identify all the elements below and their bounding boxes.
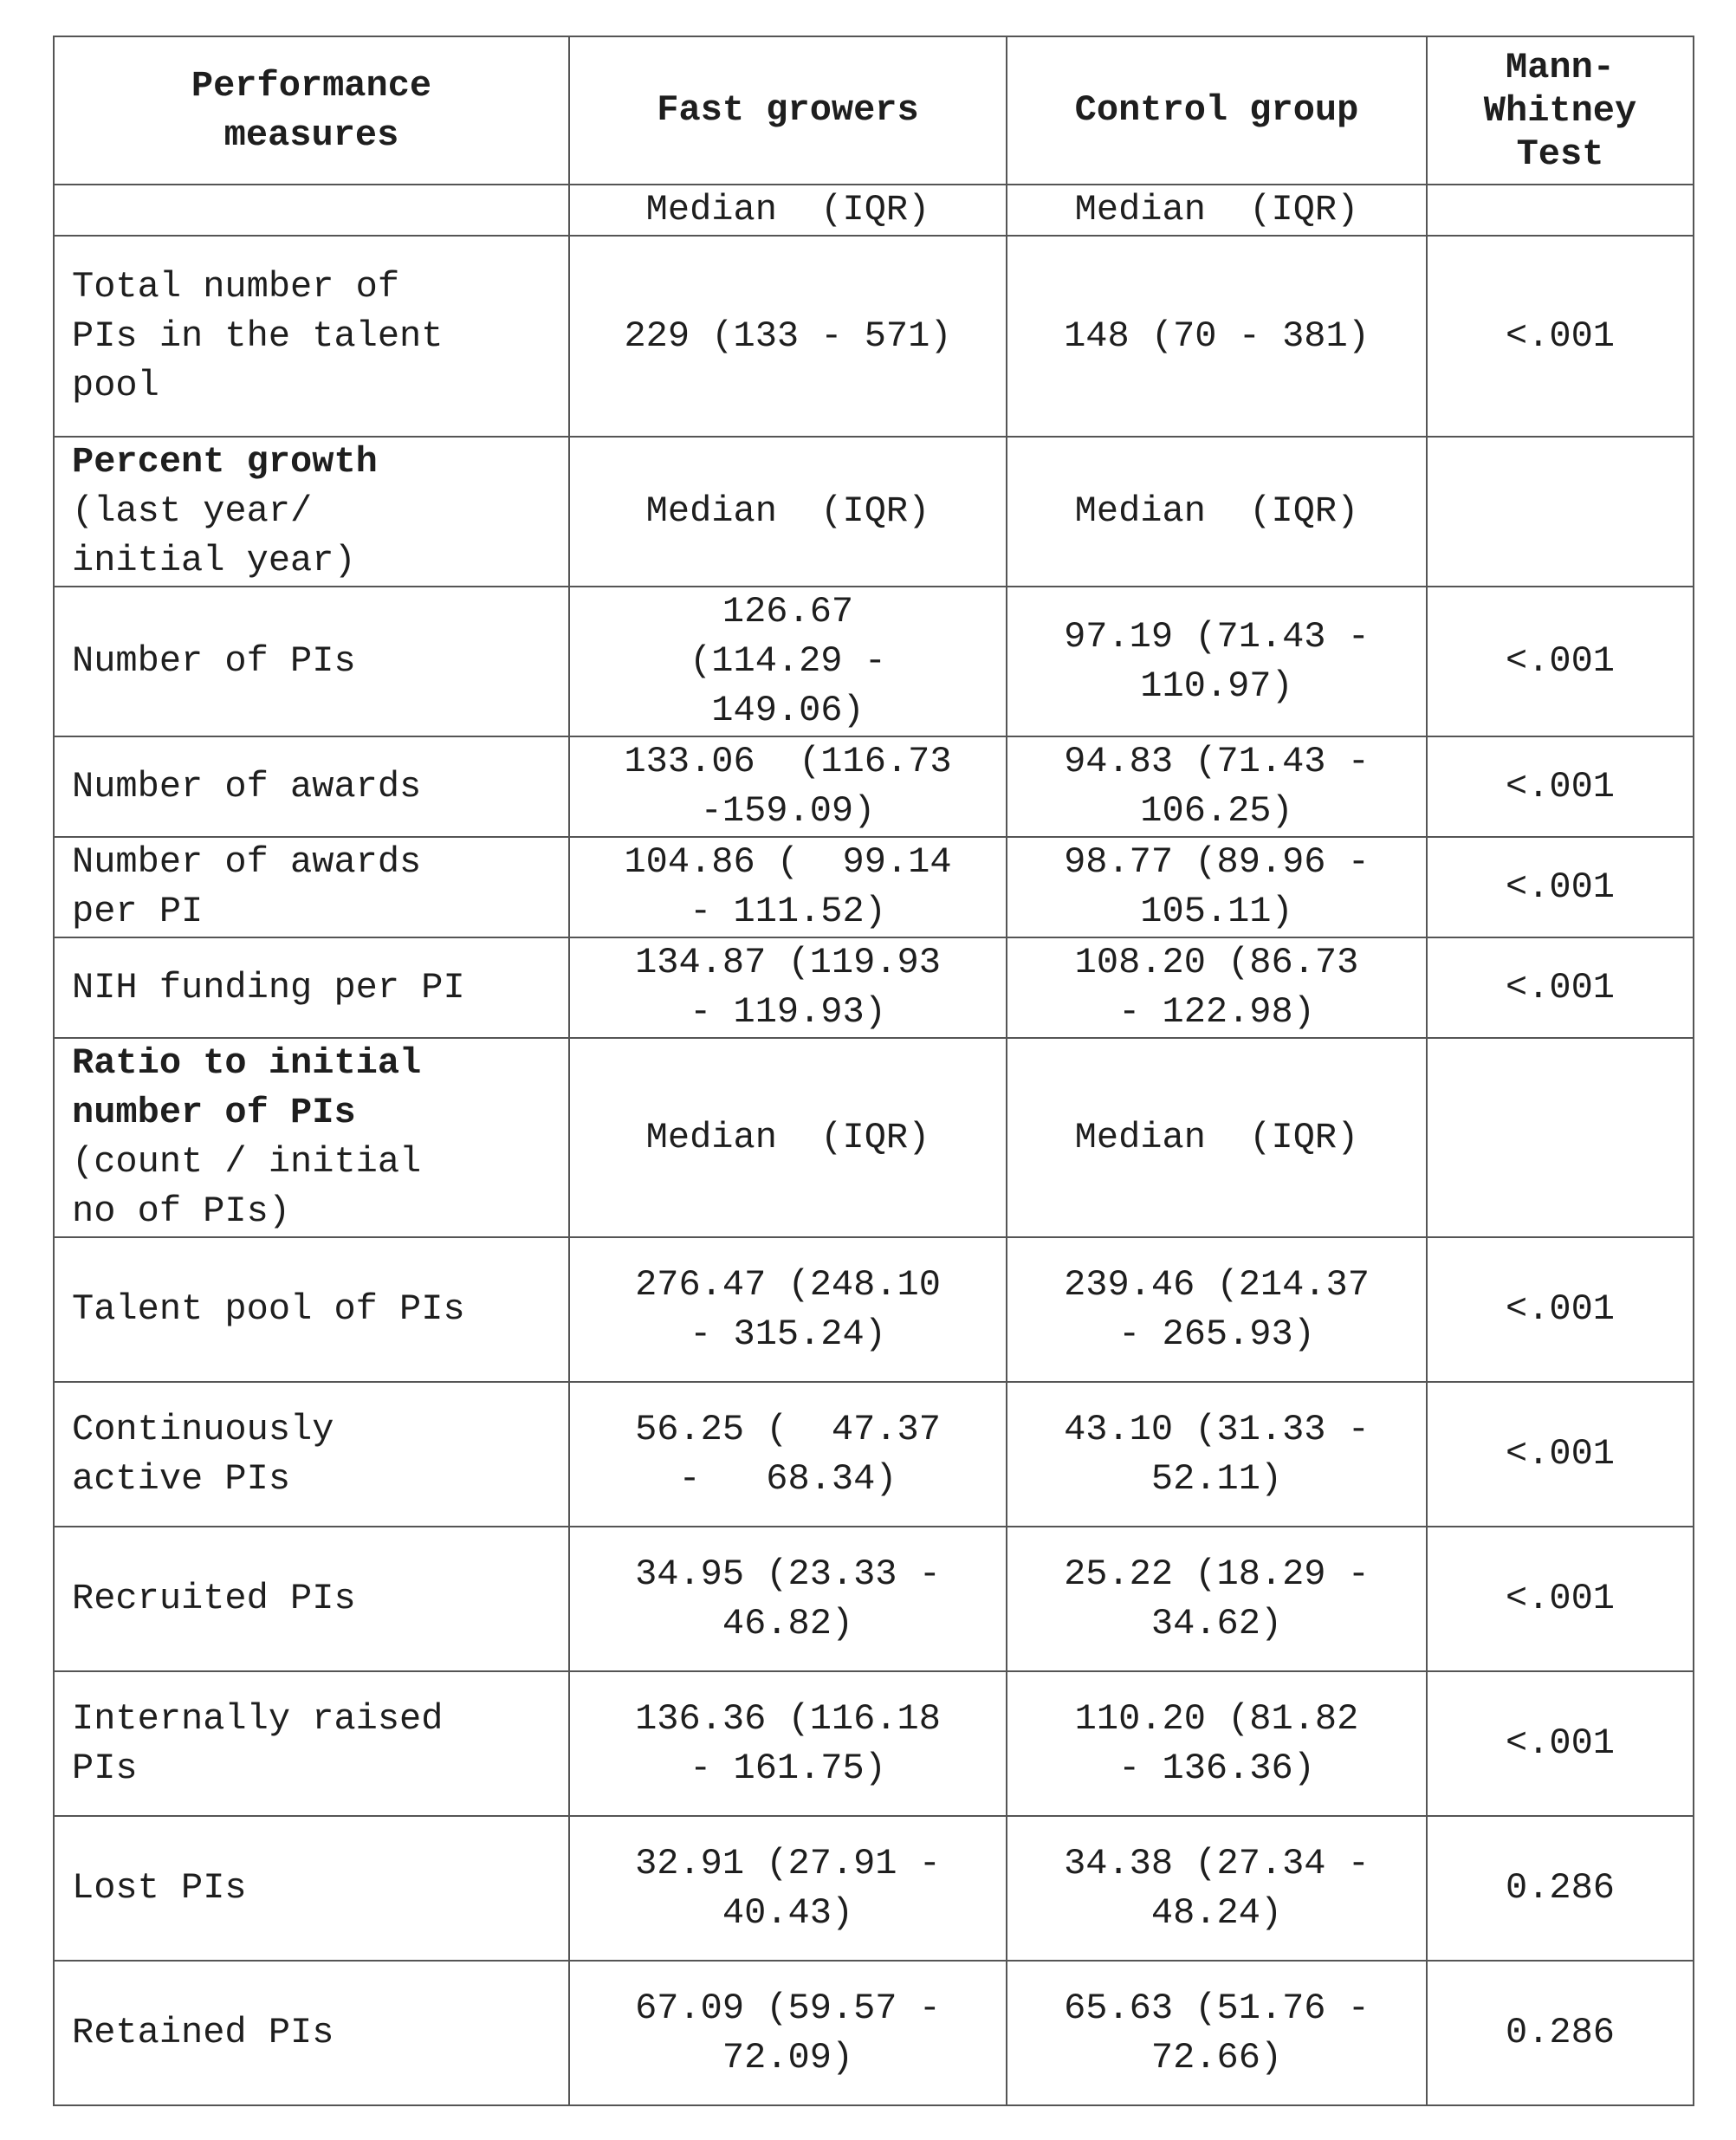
cell-line: - 122.98) [1118, 991, 1315, 1033]
header-performance-measures: Performance measures [54, 36, 569, 185]
table-row [54, 1382, 1694, 1527]
cell-line: - 119.93) [690, 991, 886, 1033]
mann-whitney-value: 0.286 [1427, 1961, 1694, 2105]
cell-line: Talent pool of PIs [72, 1288, 465, 1330]
cell-line: 104.86 ( 99.14 [624, 841, 952, 883]
fast-growers-value [569, 1961, 1007, 2105]
mann-whitney-value: <.001 [1427, 837, 1694, 937]
cell-line: 67.09 (59.57 - [635, 1987, 941, 2029]
cell-line: 149.06) [711, 690, 865, 731]
cell-line: - 161.75) [690, 1747, 886, 1789]
cell-line: - 315.24) [690, 1313, 886, 1355]
cell-line: NIH funding per PI [72, 966, 465, 1008]
cell-line: 134.87 (119.93 [635, 942, 941, 983]
cell-line: 239.46 (214.37 [1064, 1263, 1370, 1306]
table-row [54, 1527, 1694, 1671]
fast-growers-value [569, 1527, 1007, 1671]
header-control-group: Control group [1007, 36, 1427, 185]
cell-line: (114.29 - [690, 640, 886, 682]
control-group-value [1007, 236, 1427, 437]
cell-line: Retained PIs [72, 2012, 334, 2053]
cell-line: active PIs [72, 1457, 291, 1500]
cell-line: Median (IQR) [645, 490, 930, 532]
cell-line: 34.95 (23.33 - [635, 1553, 941, 1595]
cell-line: 133.06 (116.73 [624, 741, 952, 782]
subheader-row [54, 185, 1694, 236]
table-row [54, 1961, 1694, 2105]
control-group-value [1007, 587, 1427, 736]
cell-line: 108.20 (86.73 [1074, 942, 1359, 983]
cell-line: Recruited PIs [72, 1578, 356, 1619]
cell-line: per PI [72, 891, 204, 932]
mann-whitney-value: <.001 [1427, 1527, 1694, 1671]
fast-growers-value [569, 1038, 1007, 1237]
row-label [54, 736, 569, 837]
row-label [54, 1816, 569, 1961]
header-fast-growers: Fast growers [569, 36, 1007, 185]
mann-whitney-value: <.001 [1427, 736, 1694, 837]
cell-line: 126.67 [722, 591, 854, 632]
mann-whitney-value: <.001 [1427, 1671, 1694, 1816]
control-group-value [1007, 937, 1427, 1038]
fast-growers-value [569, 1671, 1007, 1816]
header-row [54, 36, 1694, 185]
cell-line: 43.10 (31.33 - [1064, 1408, 1370, 1450]
row-label [54, 1382, 569, 1527]
subheader-fast: Median (IQR) [569, 185, 1007, 236]
control-group-value [1007, 1527, 1427, 1671]
control-group-value [1007, 736, 1427, 837]
performance-table [53, 36, 1694, 2106]
table-row [54, 1816, 1694, 1961]
cell-line: 276.47 (248.10 [635, 1263, 941, 1306]
mann-whitney-value: <.001 [1427, 236, 1694, 437]
control-group-value [1007, 437, 1427, 587]
fast-growers-value [569, 236, 1007, 437]
table-row [54, 736, 1694, 837]
cell-line: initial year) [72, 540, 356, 581]
fast-growers-value [569, 437, 1007, 587]
cell-line: - 111.52) [690, 891, 886, 932]
cell-line: 229 (133 - 571) [624, 315, 952, 357]
fast-growers-value [569, 1382, 1007, 1527]
cell-line: no of PIs) [72, 1190, 291, 1232]
mann-whitney-value: <.001 [1427, 1237, 1694, 1382]
cell-line: 46.82) [722, 1602, 854, 1644]
row-label [54, 1038, 569, 1237]
cell-line: 52.11) [1150, 1457, 1283, 1500]
row-label [54, 437, 569, 587]
row-label [54, 1527, 569, 1671]
cell-line: 65.63 (51.76 - [1064, 1987, 1370, 2029]
cell-line: PIs [72, 1747, 138, 1789]
cell-line: 105.11) [1140, 891, 1293, 932]
cell-line: pool [72, 364, 159, 406]
row-label [54, 937, 569, 1038]
cell-line: 25.22 (18.29 - [1064, 1553, 1370, 1595]
fast-growers-value [569, 837, 1007, 937]
section-row [54, 1038, 1694, 1237]
cell-line: - 265.93) [1118, 1313, 1315, 1355]
table-row [54, 837, 1694, 937]
cell-line: 97.19 (71.43 - [1064, 615, 1370, 658]
cell-line: Number of awards [72, 765, 422, 807]
cell-line: 94.83 (71.43 - [1064, 741, 1370, 782]
cell-line: 72.66) [1150, 2036, 1283, 2078]
cell-line: (last year/ [72, 490, 313, 532]
section-row [54, 437, 1694, 587]
row-label [54, 587, 569, 736]
results-table-container [53, 36, 1693, 2106]
row-label [54, 1237, 569, 1382]
fast-growers-value [569, 937, 1007, 1038]
fast-growers-value [569, 1816, 1007, 1961]
cell-line: Median (IQR) [645, 1116, 930, 1158]
cell-line: 48.24) [1150, 1891, 1283, 1934]
row-label [54, 236, 569, 437]
table-row [54, 1671, 1694, 1816]
mann-whitney-value: <.001 [1427, 937, 1694, 1038]
cell-line: 98.77 (89.96 - [1064, 841, 1370, 883]
cell-line: 110.20 (81.82 [1074, 1697, 1359, 1740]
cell-line: Number of PIs [72, 640, 356, 682]
cell-line: (count / initial [72, 1141, 422, 1183]
control-group-value [1007, 1961, 1427, 2105]
cell-line: 136.36 (116.18 [635, 1697, 941, 1740]
cell-line: 32.91 (27.91 - [635, 1842, 941, 1884]
cell-line: Total number of [72, 265, 400, 308]
mann-whitney-value [1427, 1038, 1694, 1237]
cell-line: Median (IQR) [1074, 490, 1359, 532]
mann-whitney-value [1427, 437, 1694, 587]
mann-whitney-value: <.001 [1427, 587, 1694, 736]
section-title-line: Percent growth [72, 441, 378, 483]
mann-whitney-value: 0.286 [1427, 1816, 1694, 1961]
cell-line: Median (IQR) [1074, 1116, 1359, 1158]
row-label [54, 1671, 569, 1816]
table-row [54, 587, 1694, 736]
cell-line: - 68.34) [678, 1457, 897, 1500]
cell-line: PIs in the talent [72, 315, 444, 357]
control-group-value [1007, 1816, 1427, 1961]
subheader-test-empty [1427, 185, 1694, 236]
control-group-value [1007, 1671, 1427, 1816]
cell-line: 34.62) [1150, 1602, 1283, 1644]
cell-line: Lost PIs [72, 1867, 247, 1909]
cell-line: 34.38 (27.34 - [1064, 1842, 1370, 1884]
subheader-empty [54, 185, 569, 236]
section-title-line: number of PIs [72, 1092, 356, 1133]
cell-line: 106.25) [1140, 790, 1293, 832]
table-row [54, 236, 1694, 437]
control-group-value [1007, 1237, 1427, 1382]
fast-growers-value [569, 1237, 1007, 1382]
cell-line: 56.25 ( 47.37 [635, 1408, 941, 1450]
mann-whitney-value: <.001 [1427, 1382, 1694, 1527]
section-title-line: Ratio to initial [72, 1042, 422, 1084]
row-label [54, 837, 569, 937]
cell-line: Continuously [72, 1408, 334, 1450]
control-group-value [1007, 1038, 1427, 1237]
cell-line: 40.43) [722, 1891, 854, 1934]
row-label [54, 1961, 569, 2105]
cell-line: Number of awards [72, 841, 422, 883]
header-mann-whitney-test: Mann- Whitney Test [1427, 36, 1694, 185]
cell-line: Internally raised [72, 1697, 444, 1740]
control-group-value [1007, 1382, 1427, 1527]
table-row [54, 1237, 1694, 1382]
cell-line: 110.97) [1140, 665, 1293, 707]
table-row [54, 937, 1694, 1038]
subheader-control: Median (IQR) [1007, 185, 1427, 236]
cell-line: - 136.36) [1118, 1747, 1315, 1789]
fast-growers-value [569, 587, 1007, 736]
cell-line: 148 (70 - 381) [1064, 315, 1370, 357]
control-group-value [1007, 837, 1427, 937]
fast-growers-value [569, 736, 1007, 837]
cell-line: 72.09) [722, 2036, 854, 2078]
cell-line: -159.09) [700, 790, 876, 832]
